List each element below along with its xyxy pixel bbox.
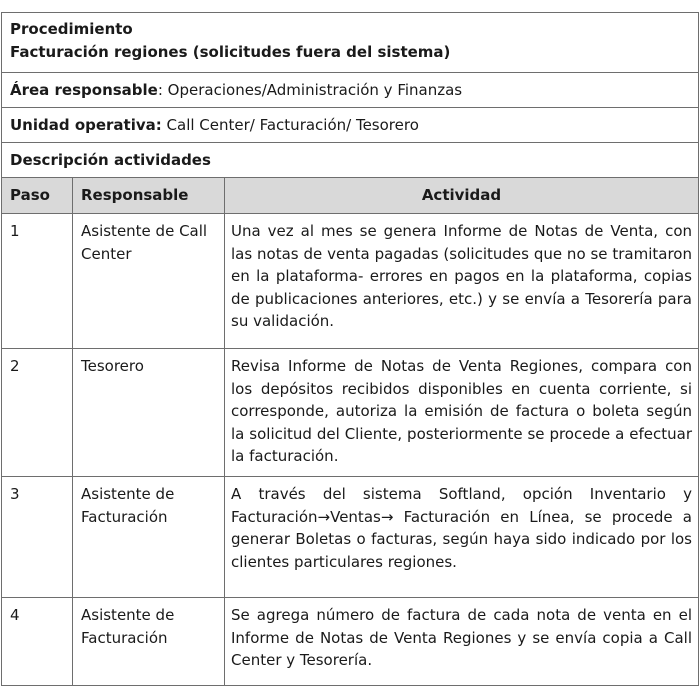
responsible-cell: Asistente de Facturación <box>73 598 225 686</box>
responsible-cell: Asistente de Call Center <box>73 214 225 349</box>
step-cell: 4 <box>2 598 73 686</box>
activity-cell: Se agrega número de factura de cada nota de venta en el Informe de Notas de Venta Regiones y se envía copia a Call Center y Tesorería. <box>225 598 699 686</box>
activity-cell: Una vez al mes se genera Informe de Notas de Venta, con las notas de venta pagadas (solicitudes que no se tramitaron en la plataforma- errores en pagos en la plataforma, copias de publicaciones anteriores, etc.) y se envía a Tesorería para su validación. <box>225 214 699 349</box>
activity-cell: A través del sistema Softland, opción Inventario y Facturación→Ventas→ Facturación en Línea, se procede a generar Boletas o facturas, según haya sido indicado por los clientes particulares regiones. <box>225 477 699 598</box>
column-header-step: Paso <box>2 178 73 214</box>
procedure-table <box>1 12 699 686</box>
responsible-cell: Asistente de Facturación <box>73 477 225 598</box>
procedure-label: Procedimiento <box>10 20 133 38</box>
area-row <box>2 73 699 108</box>
responsible-cell: Tesorero <box>73 349 225 477</box>
column-header-responsible: Responsable <box>73 178 225 214</box>
step-cell: 3 <box>2 477 73 598</box>
column-header-row <box>2 178 699 214</box>
title-block <box>2 13 699 73</box>
area-label: Área responsable <box>10 81 158 99</box>
step-cell: 1 <box>2 214 73 349</box>
table-row <box>2 214 699 349</box>
procedure-title: Facturación regiones (solicitudes fuera del sistema) <box>10 42 451 61</box>
unit-row <box>2 108 699 143</box>
column-header-activity: Actividad <box>225 178 699 214</box>
unit-label: Unidad operativa: <box>10 116 162 134</box>
description-heading: Descripción actividades <box>2 143 699 178</box>
procedure-document <box>1 12 698 686</box>
unit-value: Call Center/ Facturación/ Tesorero <box>161 116 419 134</box>
table-row <box>2 349 699 477</box>
table-row <box>2 477 699 598</box>
step-cell: 2 <box>2 349 73 477</box>
area-value: : Operaciones/Administración y Finanzas <box>157 81 463 99</box>
table-row <box>2 598 699 686</box>
activity-cell: Revisa Informe de Notas de Venta Regiones, compara con los depósitos recibidos disponibles en cuenta corriente, si corresponde, autoriza la emisión de factura o boleta según la solicitud del Cliente, posteriormente se procede a efectuar la facturación. <box>225 349 699 477</box>
